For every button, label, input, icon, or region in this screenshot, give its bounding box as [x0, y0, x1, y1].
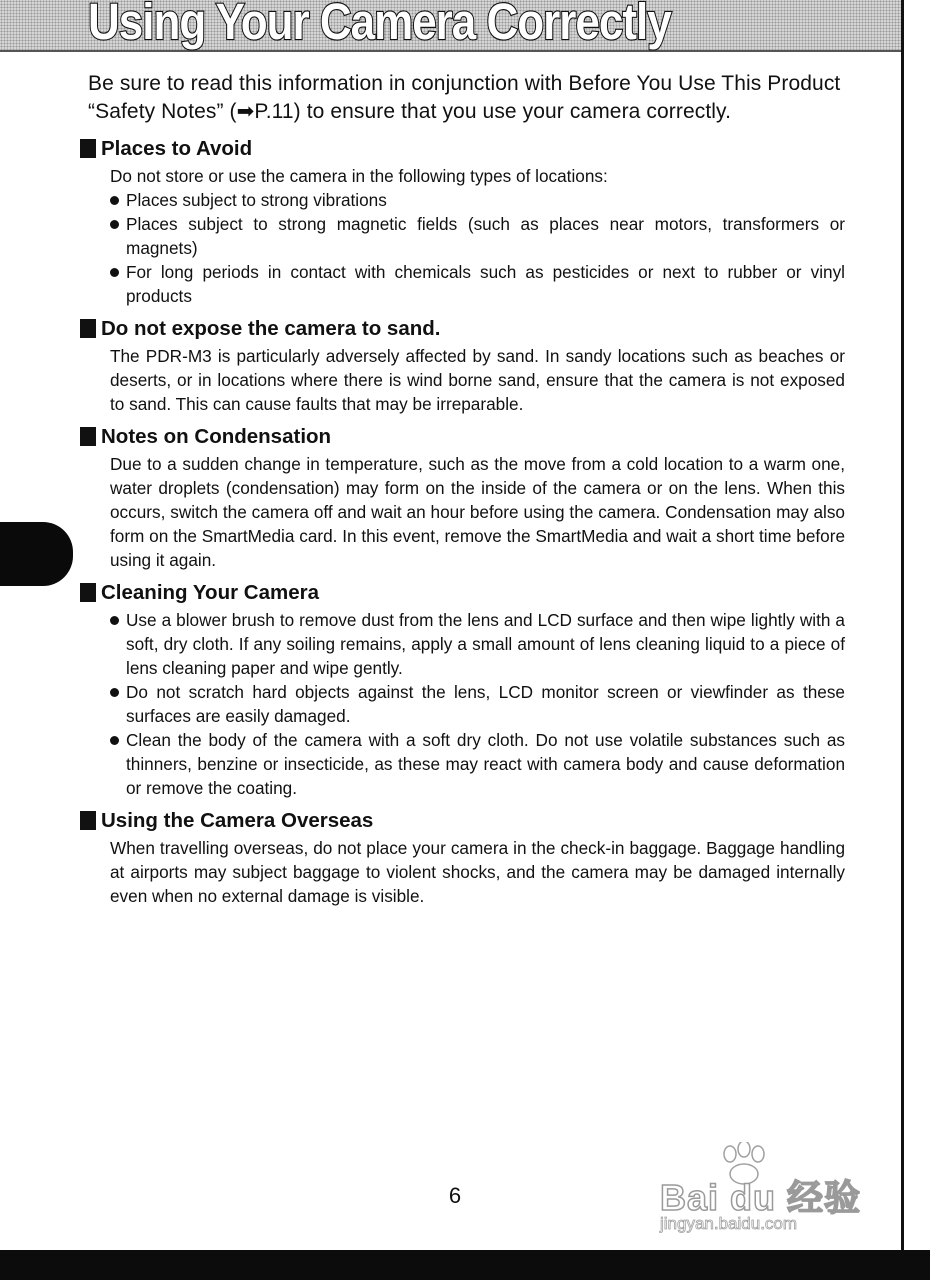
intro-paragraph: Be sure to read this information in conjunction with Before You Use This Product “Safety Notes” (➡P.11) to ensure that you use your camera correctly.	[88, 72, 841, 123]
page-number: 6	[448, 1183, 462, 1208]
list-item-text: Places subject to strong vibrations	[126, 190, 387, 210]
section-heading	[80, 808, 845, 833]
watermark-logo: Bai du 经验	[660, 1177, 862, 1218]
section-heading	[80, 424, 845, 449]
list-item	[110, 608, 845, 680]
list-item	[110, 188, 845, 212]
section-text: When travelling overseas, do not place your camera in the check-in baggage. Baggage handling at airports may subject baggage to violent shocks, and the camera may be damaged internally even when no external damage is visible.	[110, 838, 845, 906]
list-item-text: Clean the body of the camera with a soft dry cloth. Do not use volatile substances such as thinners, benzine or insecticide, as these may react with camera body and cause deformation or remove the coating.	[126, 730, 845, 798]
section-text: Do not store or use the camera in the following types of locations:	[110, 166, 608, 186]
page-right-edge	[901, 0, 930, 1280]
bullet-dot-icon	[110, 616, 119, 625]
section-heading-text: Notes on Condensation	[101, 425, 332, 448]
list-item-text: Places subject to strong magnetic fields (such as places near motors, transformers or magnets)	[126, 214, 845, 258]
bullet-dot-icon	[110, 268, 119, 277]
black-square-icon	[80, 139, 96, 158]
bullet-list	[80, 188, 845, 308]
section-heading	[80, 316, 845, 341]
black-square-icon	[80, 811, 96, 830]
section-heading-text: Places to Avoid	[101, 137, 253, 160]
page-content	[80, 70, 845, 916]
section-text: The PDR-M3 is particularly adversely affected by sand. In sandy locations such as beaches or deserts, or in locations where there is wind borne sand, ensure that the camera is not exposed to sand. This can cause faults that may be irreparable.	[110, 346, 845, 414]
section-heading	[80, 580, 845, 605]
section-text: Due to a sudden change in temperature, such as the move from a cold location to a warm one, water droplets (condensation) may form on the inside of the camera or on the lens. When this occurs, switch the camera off and wait an hour before using the camera. Condensation may also form on the SmartMedia card. In this event, remove the SmartMedia and wait a short time before using it again.	[110, 454, 845, 570]
section-cleaning	[80, 580, 845, 800]
title-banner	[0, 0, 904, 52]
bullet-list	[80, 608, 845, 800]
bullet-dot-icon	[110, 196, 119, 205]
section-heading	[80, 136, 845, 161]
list-item	[110, 680, 845, 728]
list-item	[110, 212, 845, 260]
black-square-icon	[80, 583, 96, 602]
page-bottom-edge	[0, 1250, 930, 1280]
section-heading-text: Cleaning Your Camera	[101, 581, 319, 604]
section-sand	[80, 316, 845, 416]
chapter-thumb-tab	[0, 522, 73, 586]
baidu-watermark	[654, 1148, 884, 1244]
bullet-dot-icon	[110, 688, 119, 697]
bullet-dot-icon	[110, 736, 119, 745]
list-item-text: Use a blower brush to remove dust from the lens and LCD surface and then wipe lightly with a soft, dry cloth. If any soiling remains, apply a small amount of lens cleaning liquid to a piece of lens cleaning paper and wipe gently.	[126, 610, 845, 678]
list-item	[110, 260, 845, 308]
list-item-text: Do not scratch hard objects against the lens, LCD monitor screen or viewfinder as these surfaces are easily damaged.	[126, 682, 845, 726]
black-square-icon	[80, 319, 96, 338]
bullet-dot-icon	[110, 220, 119, 229]
list-item-text: For long periods in contact with chemicals such as pesticides or next to rubber or vinyl products	[126, 262, 845, 306]
section-heading-text: Do not expose the camera to sand.	[101, 317, 441, 340]
list-item	[110, 728, 845, 800]
watermark-url: jingyan.baidu.com	[660, 1214, 798, 1233]
section-condensation	[80, 424, 845, 572]
page-title: Using Your Camera Correctly	[88, 0, 671, 51]
section-overseas	[80, 808, 845, 908]
section-heading-text: Using the Camera Overseas	[101, 809, 374, 832]
section-places-to-avoid	[80, 136, 845, 308]
black-square-icon	[80, 427, 96, 446]
